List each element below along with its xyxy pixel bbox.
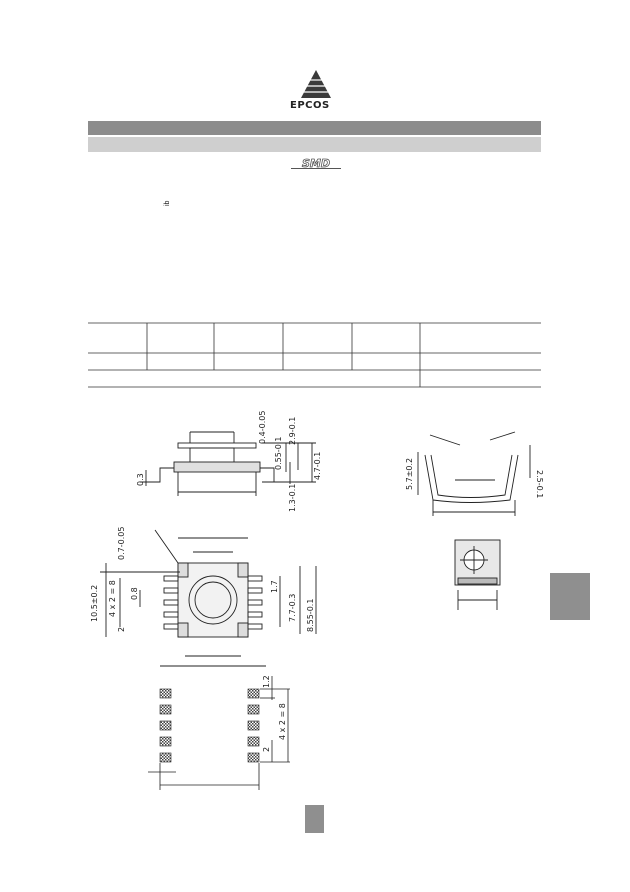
- dim-pad-pitch: 2: [262, 746, 271, 752]
- page-tab: [305, 805, 324, 833]
- dim-pin-width: 0.8: [130, 587, 139, 600]
- dim-overall-length: 8.55-0.1: [306, 598, 315, 632]
- dim-pad-span: 4 x 2 = 8: [278, 703, 287, 740]
- dim-pin-span: 4 x 2 = 8: [108, 580, 117, 617]
- dim-pin-standoff: 0.3: [136, 473, 145, 486]
- dim-core-dia: 1.7: [270, 580, 279, 593]
- dim-pin-pitch: 2: [117, 626, 126, 632]
- dim-pad-size: 1.2: [262, 675, 271, 688]
- dim-clip-height: 2.5-0.1: [535, 470, 544, 499]
- dim-top-thickness: 0.4-0.05: [258, 410, 267, 444]
- dim-clip-width: 5.7±0.2: [405, 457, 414, 490]
- smd-text: SMD: [302, 157, 330, 170]
- side-tab: [550, 573, 590, 620]
- dim-total-height: 4.7-0.1: [313, 451, 322, 480]
- dim-overall-width: 10.5±0.2: [90, 584, 99, 622]
- dim-base-offset: 1.3-0.1: [288, 483, 297, 512]
- dim-inner-dia: 7.7-0.3: [288, 593, 297, 622]
- logo-text: EPCOS: [290, 100, 330, 111]
- dim-flange-offset: 0.55-0.1: [274, 436, 283, 470]
- dim-inner-height: 2.9-0.1: [288, 416, 297, 445]
- dim-corner-offset: 0.7-0.05: [117, 526, 126, 560]
- small-mark: ib: [164, 200, 171, 206]
